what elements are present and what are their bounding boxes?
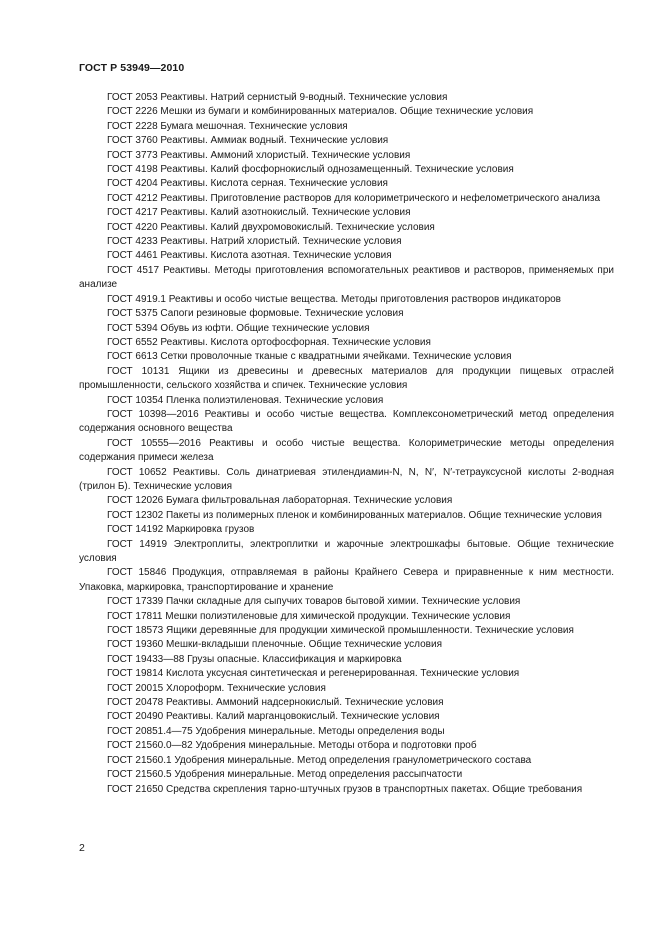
reference-item: ГОСТ 21650 Средства скрепления тарно-штучных грузов в транспортных пакетах. Общие требования — [107, 783, 583, 795]
reference-item: ГОСТ 21560.0—82 Удобрения минеральные. Методы отбора и подготовки проб — [107, 740, 477, 752]
reference-item: ГОСТ 4217 Реактивы. Калий азотнокислый. Технические условия — [107, 207, 411, 219]
reference-item: ГОСТ 20015 Хлороформ. Технические условия — [107, 682, 326, 694]
reference-item: ГОСТ 17811 Мешки полиэтиленовые для химической продукции. Технические условия — [107, 610, 511, 622]
normative-references-list — [79, 91, 614, 797]
reference-item: ГОСТ 6613 Сетки проволочные тканые с квадратными ячейками. Технические условия — [107, 351, 512, 363]
reference-item: ГОСТ 10131 Ящики из древесины и древесных материалов для продукции пищевых отраслей промышленности, сельского хозяйства и спичек. Технические условия — [79, 365, 614, 392]
reference-item: ГОСТ 3773 Реактивы. Аммоний хлористый. Технические условия — [107, 149, 411, 161]
reference-item: ГОСТ 17339 Пачки складные для сыпучих товаров бытовой химии. Технические условия — [107, 596, 521, 608]
reference-item: ГОСТ 5394 Обувь из юфти. Общие технические условия — [107, 322, 370, 334]
reference-item: ГОСТ 3760 Реактивы. Аммиак водный. Технические условия — [107, 135, 389, 147]
reference-item: ГОСТ 18573 Ящики деревянные для продукции химической промышленности. Технические условия — [107, 625, 574, 637]
reference-item: ГОСТ 20478 Реактивы. Аммоний надсернокислый. Технические условия — [107, 697, 444, 709]
reference-item: ГОСТ 14919 Электроплиты, электроплитки и жарочные электрошкафы бытовые. Общие технические условия — [79, 538, 614, 564]
reference-item: ГОСТ 15846 Продукция, отправляемая в районы Крайнего Севера и приравненные к ним местности. Упаковка, маркировка, транспортирование и хранение — [79, 567, 614, 593]
reference-item: ГОСТ 20851.4—75 Удобрения минеральные. Методы определения воды — [107, 725, 445, 737]
reference-item: ГОСТ 21560.1 Удобрения минеральные. Метод определения гранулометрического состава — [107, 754, 532, 766]
reference-item: ГОСТ 4220 Реактивы. Калий двухромовокислый. Технические условия — [107, 221, 435, 233]
reference-item: ГОСТ 10555—2016 Реактивы и особо чистые вещества. Колориметрические методы определения содержания примеси железа — [79, 437, 614, 464]
reference-item: ГОСТ 4461 Реактивы. Кислота азотная. Технические условия — [107, 250, 392, 262]
reference-item: ГОСТ 19814 Кислота уксусная синтетическая и регенерированная. Технические условия — [107, 668, 520, 680]
reference-item: ГОСТ 10398—2016 Реактивы и особо чистые вещества. Комплексонометрический метод определения содержания основного вещества — [79, 408, 614, 435]
reference-item: ГОСТ 4198 Реактивы. Калий фосфорнокислый однозамещенный. Технические условия — [107, 164, 514, 176]
reference-item: ГОСТ 2226 Мешки из бумаги и комбинированных материалов. Общие технические условия — [107, 106, 534, 118]
reference-item: ГОСТ 21560.5 Удобрения минеральные. Метод определения рассыпчатости — [107, 769, 463, 781]
reference-item: ГОСТ 19360 Мешки-вкладыши пленочные. Общие технические условия — [107, 639, 442, 651]
reference-item: ГОСТ 14192 Маркировка грузов — [107, 524, 255, 536]
reference-item: ГОСТ 4233 Реактивы. Натрий хлористый. Технические условия — [107, 236, 402, 248]
reference-item: ГОСТ 4204 Реактивы. Кислота серная. Технические условия — [107, 178, 388, 190]
reference-item: ГОСТ 19433—88 Грузы опасные. Классификация и маркировка — [107, 653, 402, 665]
reference-item: ГОСТ 10652 Реактивы. Соль динатриевая этилендиамин-N, N, N′, N′-тетрауксусной кислоты 2-водная (трилон Б). Технические условия — [79, 466, 614, 492]
reference-item: ГОСТ 4919.1 Реактивы и особо чистые вещества. Методы приготовления растворов индикаторов — [107, 293, 561, 305]
reference-item: ГОСТ 20490 Реактивы. Калий марганцовокислый. Технические условия — [107, 711, 440, 723]
reference-item: ГОСТ 6552 Реактивы. Кислота ортофосфорная. Технические условия — [107, 336, 431, 348]
reference-item: ГОСТ 5375 Сапоги резиновые формовые. Технические условия — [107, 308, 404, 320]
document-header-title: ГОСТ Р 53949—2010 — [79, 62, 185, 74]
reference-item: ГОСТ 2228 Бумага мешочная. Технические условия — [107, 120, 348, 132]
reference-item: ГОСТ 2053 Реактивы. Натрий сернистый 9-водный. Технические условия — [107, 92, 448, 103]
reference-item: ГОСТ 12302 Пакеты из полимерных пленок и комбинированных материалов. Общие технические условия — [107, 509, 602, 521]
reference-item: ГОСТ 4517 Реактивы. Методы приготовления вспомогательных реактивов и растворов, применяемых при анализе — [79, 264, 614, 291]
page-number: 2 — [79, 842, 85, 854]
reference-item: ГОСТ 10354 Пленка полиэтиленовая. Технические условия — [107, 394, 384, 406]
reference-item: ГОСТ 12026 Бумага фильтровальная лабораторная. Технические условия — [107, 495, 453, 507]
reference-item: ГОСТ 4212 Реактивы. Приготовление растворов для колориметрического и нефелометрического анализа — [107, 192, 601, 204]
